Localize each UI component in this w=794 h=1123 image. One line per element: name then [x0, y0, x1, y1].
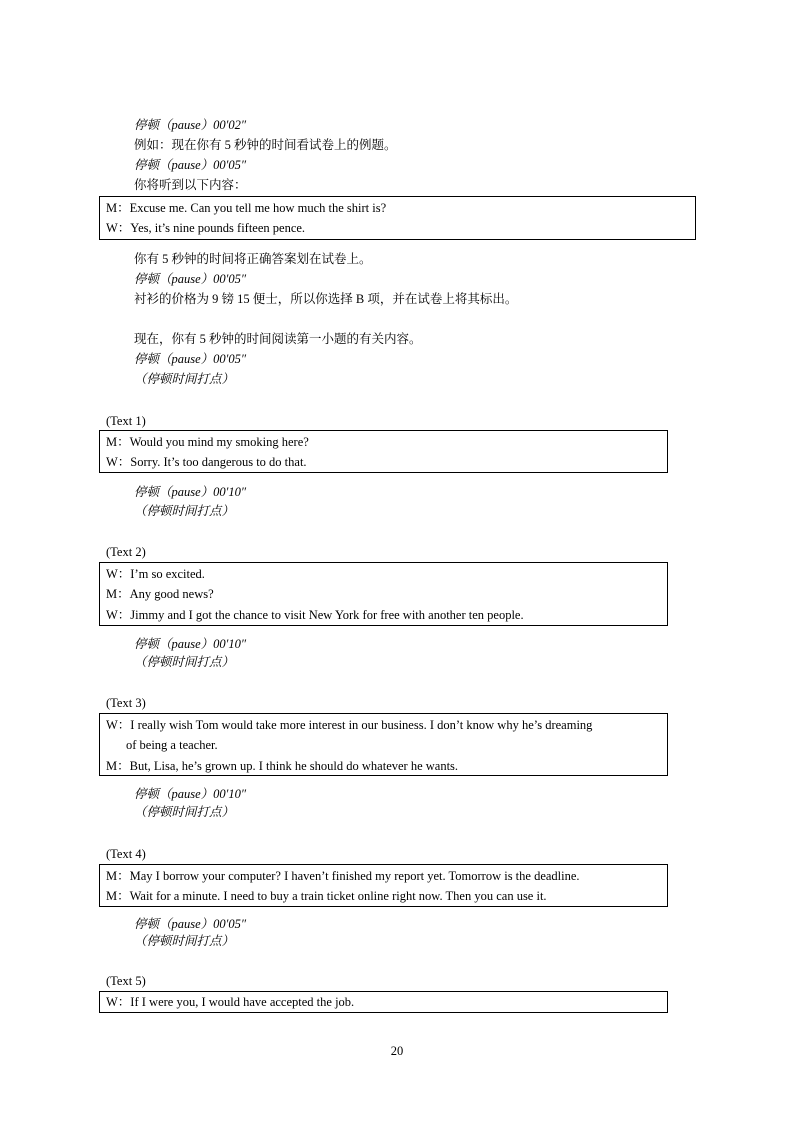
- mark-prompt: 你有 5 秒钟的时间将正确答案划在试卷上。: [134, 252, 372, 266]
- dialogue-line: W：Sorry. It’s too dangerous to do that.: [106, 455, 307, 469]
- pause-note: 停顿（pause）00′10″: [134, 637, 247, 651]
- pause-note: 停顿（pause）00′05″: [134, 917, 247, 931]
- pause-note: 停顿（pause）00′10″: [134, 485, 247, 499]
- will-hear-prompt: 你将听到以下内容：: [134, 178, 247, 192]
- page-number: 20: [390, 1044, 404, 1058]
- pause-marker: （停顿时间打点）: [134, 805, 235, 819]
- pause-note: 停顿（pause）00′02″: [134, 118, 247, 132]
- dialogue-box-text-2: [99, 562, 668, 626]
- dialogue-box-text-5: [99, 991, 668, 1013]
- dialogue-line: M：Excuse me. Can you tell me how much the shirt is?: [106, 201, 387, 215]
- pause-note: 停顿（pause）00′10″: [134, 787, 247, 801]
- explanation: 衬衫的价格为 9 镑 15 便士，所以你选择 B 项，并在试卷上将其标出。: [134, 292, 518, 306]
- text-label: (Text 1): [106, 414, 146, 428]
- pause-marker: （停顿时间打点）: [134, 934, 235, 948]
- dialogue-box-text-4: [99, 864, 668, 907]
- dialogue-line: W：Yes, it’s nine pounds fifteen pence.: [106, 221, 306, 235]
- dialogue-line: M：Would you mind my smoking here?: [106, 435, 309, 449]
- pause-marker: （停顿时间打点）: [134, 655, 235, 669]
- dialogue-line: W：If I were you, I would have accepted the job.: [106, 995, 355, 1009]
- dialogue-box-text-1: [99, 430, 668, 473]
- pause-marker: （停顿时间打点）: [134, 504, 235, 518]
- dialogue-line: M：Any good news?: [106, 587, 214, 601]
- dialogue-line: W：Jimmy and I got the chance to visit New York for free with another ten people.: [106, 608, 524, 622]
- pause-marker: （停顿时间打点）: [134, 372, 235, 386]
- dialogue-line: W：I really wish Tom would take more interest in our business. I don’t know why he’s dreaming: [106, 718, 593, 732]
- dialogue-line: M：May I borrow your computer? I haven’t finished my report yet. Tomorrow is the deadline.: [106, 869, 580, 883]
- text-label: (Text 5): [106, 974, 146, 988]
- pause-note: 停顿（pause）00′05″: [134, 158, 247, 172]
- dialogue-line: of being a teacher.: [126, 738, 218, 752]
- dialogue-line: M：But, Lisa, he’s grown up. I think he should do whatever he wants.: [106, 759, 459, 773]
- text-label: (Text 3): [106, 696, 146, 710]
- dialogue-line: M：Wait for a minute. I need to buy a train ticket online right now. Then you can use it.: [106, 889, 547, 903]
- dialogue-box-text-3: [99, 713, 668, 776]
- read-prompt: 现在，你有 5 秒钟的时间阅读第一小题的有关内容。: [134, 332, 422, 346]
- example-dialogue-box: [99, 196, 696, 240]
- pause-note: 停顿（pause）00′05″: [134, 352, 247, 366]
- text-label: (Text 2): [106, 545, 146, 559]
- dialogue-line: W：I’m so excited.: [106, 567, 205, 581]
- text-label: (Text 4): [106, 847, 146, 861]
- pause-note: 停顿（pause）00′05″: [134, 272, 247, 286]
- example-prompt: 例如：现在你有 5 秒钟的时间看试卷上的例题。: [134, 138, 397, 152]
